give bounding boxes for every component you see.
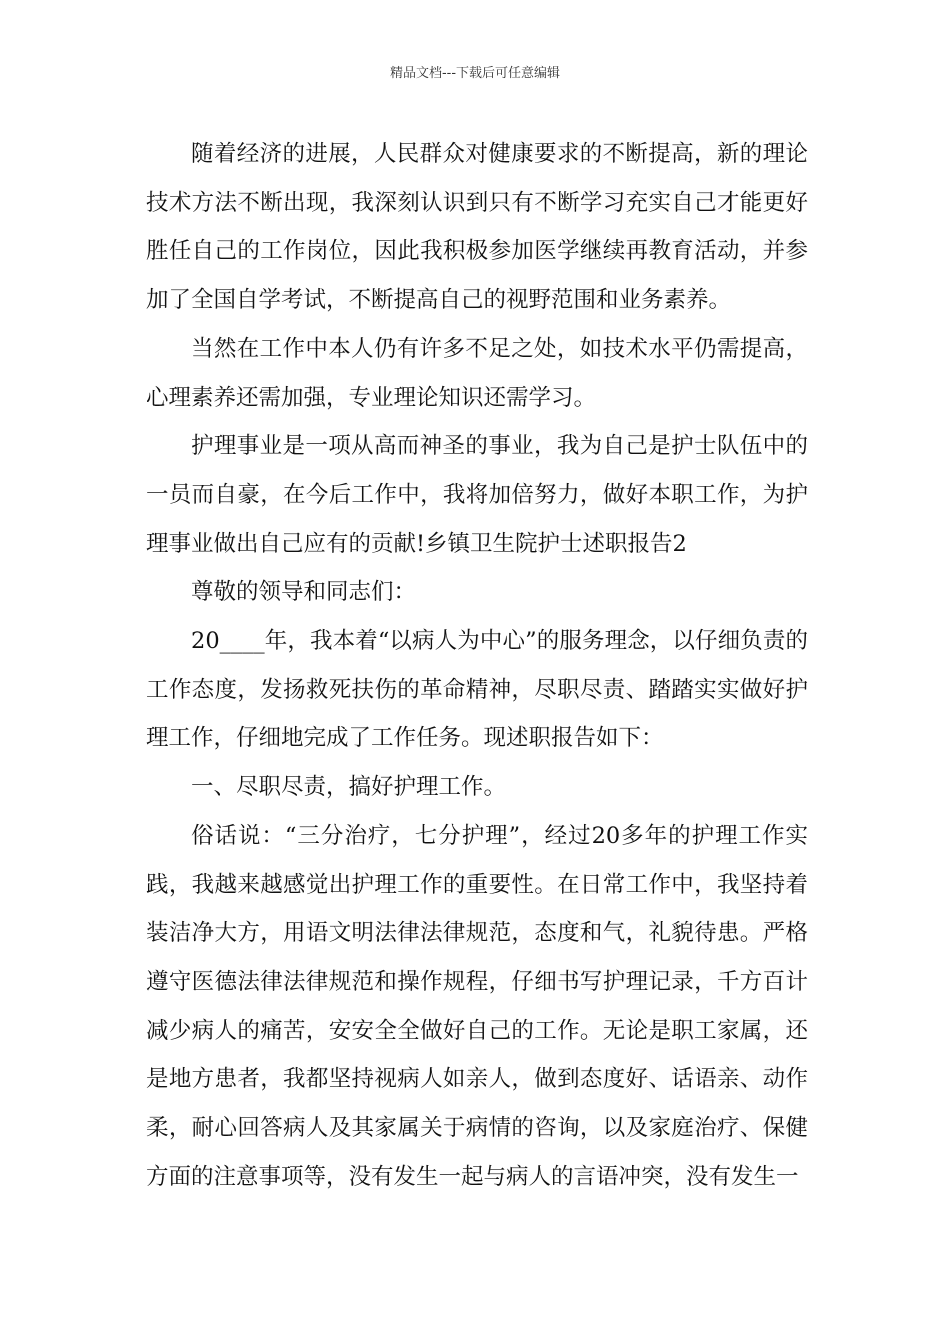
section-heading-1: 一、尽职尽责，搞好护理工作。 [191,774,507,801]
paragraph-nursing-career: 护理事业是一项从高而神圣的事业，我为自己是护士队伍中的一员而自豪，在今后工作中，我将加倍努力，做好本职工作，为护理事业做出自己应有的贡献!乡镇卫生院护士述职报告2 [146,433,808,557]
paragraph-nursing-practice: 俗话说：“三分治疗，七分护理”，经过20多年的护理工作实践，我越来越感觉出护理工作的重要性。在日常工作中，我坚持着装洁净大方，用语文明法律法律规范，态度和气，礼貌待患。严格遵守医德法律法律规范和操作规程，仔细书写护理记录，千方百计减少病人的痛苦，安安全全做好自己的工作。无论是职工家属，还是地方患者，我都坚持视病人如亲人，做到态度好、话语亲、动作柔，耐心回答病人及其家属关于病情的咨询，以及家庭治疗、保健方面的注意事项等，没有发生一起与病人的言语冲突，没有发生一 [146,822,808,1190]
page-header: 精品文档---下载后可任意编辑 [389,66,561,81]
document-body [146,130,808,1201]
paragraph-shortcomings: 当然在工作中本人仍有许多不足之处，如技术水平仍需提高，心理素养还需加强，专业理论知识还需学习。 [146,335,808,411]
paragraph-report-intro: 20____年，我本着“以病人为中心”的服务理念，以仔细负责的工作态度，发扬救死扶伤的革命精神，尽职尽责、踏踏实实做好护理工作，仔细地完成了工作任务。现述职报告如下： [146,628,808,752]
paragraph-continuing-education: 随着经济的进展，人民群众对健康要求的不断提高，新的理论技术方法不断出现，我深刻认识到只有不断学习充实自己才能更好胜任自己的工作岗位，因此我积极参加医学继续再教育活动，并参加了全国自学考试，不断提高自己的视野范围和业务素养。 [146,141,808,314]
paragraph-salutation: 尊敬的领导和同志们： [191,579,417,606]
